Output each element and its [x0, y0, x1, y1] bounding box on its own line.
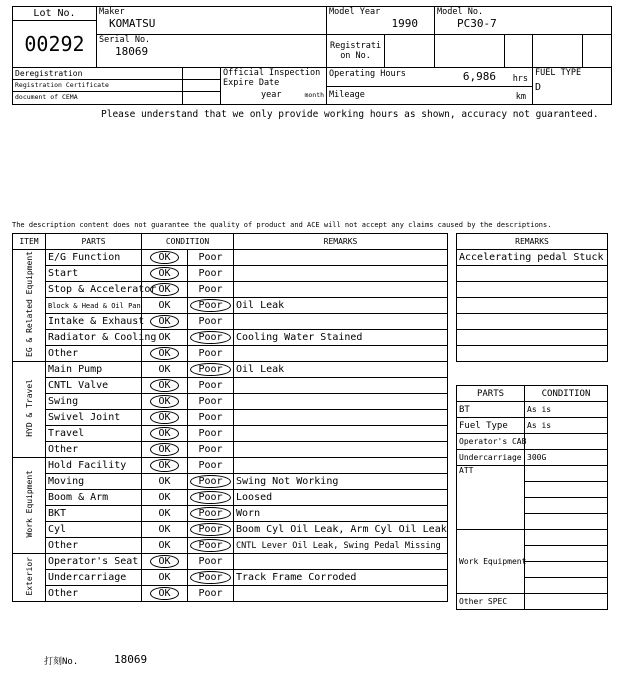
registration-certificate-label: Registration Certificate: [13, 80, 182, 92]
part-name: E/G Function: [46, 250, 142, 266]
maker-label: Maker: [99, 7, 125, 17]
condition-ok-option: OK: [158, 524, 171, 535]
model-year-label: Model Year: [329, 7, 381, 17]
condition-ok-cell: [142, 298, 188, 314]
condition-ok-option: OK: [158, 300, 171, 311]
condition-ok-cell: [142, 538, 188, 554]
condition-poor-option: Poor: [198, 268, 223, 279]
condition-ok-option: OK: [158, 572, 171, 583]
condition-ok-option: OK: [150, 283, 178, 296]
condition-poor-option: Poor: [198, 284, 223, 295]
condition-ok-cell: [142, 314, 188, 330]
condition-poor-option: Poor: [198, 252, 223, 263]
condition-poor-cell: [188, 522, 234, 538]
condition-ok-option: OK: [150, 315, 178, 328]
section-label-cell: [13, 250, 46, 362]
condition-table: [12, 233, 448, 602]
extra-remark-line: [457, 330, 608, 346]
remark-cell: [234, 458, 448, 474]
condition-poor-cell: [188, 266, 234, 282]
remark-cell: Track Frame Corroded: [234, 570, 448, 586]
pc-parts-header: PARTS: [457, 386, 525, 402]
inspection-label-1: Official Inspection: [223, 68, 321, 78]
operating-hours-label: Operating Hours: [329, 69, 406, 79]
condition-poor-option: Poor: [198, 444, 223, 455]
serial-label: Serial No.: [99, 35, 151, 46]
pc-row: [457, 594, 608, 610]
condition-ok-option: OK: [158, 332, 171, 343]
condition-ok-option: OK: [158, 492, 171, 503]
pc-condition: [525, 578, 608, 594]
model-no-label: Model No.: [437, 7, 484, 17]
model-year-cell: [327, 7, 435, 35]
condition-poor-cell: [188, 490, 234, 506]
pc-condition: As is: [525, 418, 608, 434]
part-name: Swivel Joint: [46, 410, 142, 426]
condition-poor-option: Poor: [198, 316, 223, 327]
remark-cell: [234, 346, 448, 362]
section-label: HYD & Travel: [24, 379, 34, 437]
remark-cell: Boom Cyl Oil Leak, Arm Cyl Oil Leak: [234, 522, 448, 538]
remark-cell: Worn: [234, 506, 448, 522]
extra-remarks-header: REMARKS: [457, 234, 608, 250]
condition-poor-cell: [188, 506, 234, 522]
km-unit: km: [515, 92, 527, 102]
cema-label: document of CEMA: [15, 93, 78, 101]
extra-remark-line: [457, 282, 608, 298]
part-name: Moving: [46, 474, 142, 490]
condition-row: [13, 490, 448, 506]
condition-header: CONDITION: [142, 234, 234, 250]
condition-ok-cell: [142, 410, 188, 426]
lot-label: Lot No.: [13, 7, 96, 21]
part-name: Travel: [46, 426, 142, 442]
condition-row: [13, 522, 448, 538]
part-name: Cyl: [46, 522, 142, 538]
pc-condition: [525, 562, 608, 578]
condition-row: [13, 394, 448, 410]
remark-cell: [234, 554, 448, 570]
condition-poor-option: Poor: [198, 348, 223, 359]
extra-remark-row: [457, 250, 608, 266]
condition-poor-option: Poor: [190, 299, 230, 312]
pc-part: Operator's CAB: [457, 434, 525, 450]
condition-row: [13, 250, 448, 266]
condition-ok-option: OK: [150, 251, 178, 264]
condition-poor-cell: [188, 298, 234, 314]
condition-ok-option: OK: [150, 427, 178, 440]
part-name: Stop & Accelerator: [46, 282, 142, 298]
condition-ok-cell: [142, 458, 188, 474]
pc-condition: [525, 434, 608, 450]
condition-poor-option: Poor: [198, 412, 223, 423]
model-year-value: 1990: [391, 17, 419, 30]
condition-row: [13, 266, 448, 282]
inspection-label-2: Expire Date: [223, 78, 280, 88]
remark-cell: [234, 410, 448, 426]
condition-ok-cell: [142, 506, 188, 522]
condition-poor-option: Poor: [198, 556, 223, 567]
condition-ok-option: OK: [150, 459, 178, 472]
condition-poor-cell: [188, 362, 234, 378]
model-no-cell: [435, 7, 612, 35]
other-spec-label: Other SPEC: [457, 594, 525, 610]
stamp-label: 打刻No.: [44, 657, 79, 667]
registration-label-2: on No.: [340, 51, 371, 62]
condition-poor-cell: [188, 426, 234, 442]
remark-cell: Oil Leak: [234, 362, 448, 378]
fuel-type-label: FUEL TYPE: [535, 68, 582, 78]
remark-cell: [234, 394, 448, 410]
condition-ok-option: OK: [150, 587, 178, 600]
remark-cell: [234, 282, 448, 298]
condition-poor-cell: [188, 250, 234, 266]
condition-row: [13, 298, 448, 314]
extra-remark-line: [457, 346, 608, 362]
extra-remark-line: [457, 314, 608, 330]
part-name: Swing: [46, 394, 142, 410]
pc-condition: As is: [525, 402, 608, 418]
condition-poor-cell: [188, 346, 234, 362]
part-name: Hold Facility: [46, 458, 142, 474]
condition-ok-cell: [142, 426, 188, 442]
extra-remark-row: [457, 314, 608, 330]
condition-ok-option: OK: [150, 347, 178, 360]
serial-cell: [97, 35, 327, 68]
condition-ok-cell: [142, 362, 188, 378]
fuel-type-value: D: [535, 82, 542, 93]
condition-row: [13, 442, 448, 458]
condition-ok-option: OK: [158, 476, 171, 487]
condition-poor-option: Poor: [190, 363, 230, 376]
condition-ok-cell: [142, 250, 188, 266]
condition-ok-option: OK: [158, 508, 171, 519]
condition-poor-cell: [188, 458, 234, 474]
remark-cell: [234, 314, 448, 330]
pc-row: [457, 434, 608, 450]
condition-row: [13, 362, 448, 378]
serial-value: 18069: [115, 45, 149, 59]
part-name: Boom & Arm: [46, 490, 142, 506]
extra-remark-row: [457, 266, 608, 282]
condition-poor-option: Poor: [198, 588, 223, 599]
condition-row: [13, 570, 448, 586]
registration-box-1: [385, 35, 435, 68]
description-notice: The description content does not guarantee the quality of product and ACE will not accept any claims caused by the descriptions.: [12, 221, 552, 229]
condition-poor-option: Poor: [198, 460, 223, 471]
part-name: Intake & Exhaust: [46, 314, 142, 330]
condition-row: [13, 586, 448, 602]
condition-ok-cell: [142, 442, 188, 458]
deregistration-cell: [13, 68, 183, 105]
part-name: CNTL Valve: [46, 378, 142, 394]
condition-row: [13, 314, 448, 330]
condition-ok-option: OK: [150, 379, 178, 392]
part-name: Radiator & Cooling: [46, 330, 142, 346]
extra-remark-row: [457, 346, 608, 362]
hours-cell: [327, 68, 533, 105]
maker-value: KOMATSU: [109, 17, 156, 30]
condition-row: [13, 378, 448, 394]
header-table: [12, 6, 612, 105]
condition-ok-cell: [142, 474, 188, 490]
condition-ok-cell: [142, 266, 188, 282]
remarks-header: REMARKS: [234, 234, 448, 250]
condition-row: [13, 426, 448, 442]
month-label: month: [304, 91, 325, 99]
pc-condition: [525, 498, 608, 514]
section-label: Exterior: [24, 556, 34, 596]
condition-poor-option: Poor: [190, 539, 230, 552]
part-name: BKT: [46, 506, 142, 522]
condition-row: [13, 410, 448, 426]
registration-box-2: [435, 35, 505, 68]
condition-poor-option: Poor: [190, 571, 230, 584]
mileage-label: Mileage: [329, 90, 365, 100]
remark-cell: CNTL Lever Oil Leak, Swing Pedal Missing: [234, 538, 448, 554]
condition-poor-cell: [188, 394, 234, 410]
parts-header: PARTS: [46, 234, 142, 250]
att-label: ATT: [457, 466, 525, 530]
registration-box-4: [533, 35, 583, 68]
parts-condition-table: [456, 385, 608, 610]
condition-poor-cell: [188, 282, 234, 298]
condition-ok-cell: [142, 522, 188, 538]
condition-poor-option: Poor: [190, 491, 230, 504]
condition-poor-cell: [188, 410, 234, 426]
part-name: Other: [46, 586, 142, 602]
registration-label-1: Registrati: [329, 41, 382, 52]
item-header: ITEM: [13, 234, 46, 250]
remark-cell: [234, 426, 448, 442]
pc-part: Fuel Type: [457, 418, 525, 434]
pc-row: [457, 450, 608, 466]
work-equipment-label: Work Equipment: [457, 530, 525, 594]
part-name: Operator's Seat: [46, 554, 142, 570]
maker-cell: [97, 7, 327, 35]
condition-poor-option: Poor: [198, 380, 223, 391]
condition-poor-cell: [188, 586, 234, 602]
extra-remark-line: [457, 266, 608, 282]
stamp-number: 18069: [114, 653, 148, 666]
extra-remark-row: [457, 298, 608, 314]
condition-row: [13, 282, 448, 298]
part-name: Main Pump: [46, 362, 142, 378]
condition-ok-option: OK: [150, 443, 178, 456]
year-label: year: [261, 90, 282, 100]
pc-part: BT: [457, 402, 525, 418]
pc-condition: [525, 594, 608, 610]
condition-ok-option: OK: [150, 411, 178, 424]
registration-label-cell: [327, 35, 385, 68]
condition-poor-cell: [188, 554, 234, 570]
remark-cell: Swing Not Working: [234, 474, 448, 490]
condition-ok-option: OK: [150, 267, 178, 280]
condition-ok-cell: [142, 378, 188, 394]
condition-ok-option: OK: [150, 555, 178, 568]
condition-row: [13, 554, 448, 570]
pc-row: [457, 530, 608, 546]
condition-ok-cell: [142, 586, 188, 602]
pc-condition: [525, 482, 608, 498]
operating-hours-value: 6,986: [462, 70, 497, 83]
remark-cell: [234, 378, 448, 394]
pc-condition: 300G: [525, 450, 608, 466]
condition-poor-option: Poor: [198, 428, 223, 439]
part-name: Start: [46, 266, 142, 282]
remark-cell: [234, 266, 448, 282]
condition-row: [13, 474, 448, 490]
pc-condition: [525, 530, 608, 546]
condition-poor-option: Poor: [190, 331, 230, 344]
remark-cell: [234, 586, 448, 602]
condition-poor-cell: [188, 314, 234, 330]
extra-remark-row: [457, 282, 608, 298]
part-name: Undercarriage: [46, 570, 142, 586]
condition-row: [13, 330, 448, 346]
condition-ok-option: OK: [158, 364, 171, 375]
pc-condition: [525, 546, 608, 562]
extra-remark-line: Accelerating pedal Stuck: [457, 250, 608, 266]
section-label-cell: [13, 458, 46, 554]
condition-poor-cell: [188, 474, 234, 490]
model-no-value: PC30-7: [457, 17, 497, 30]
condition-ok-option: OK: [150, 395, 178, 408]
condition-poor-option: Poor: [198, 396, 223, 407]
remark-cell: [234, 250, 448, 266]
remark-cell: [234, 442, 448, 458]
deregistration-label: Deregistration: [13, 68, 182, 80]
pc-part: Undercarriage: [457, 450, 525, 466]
condition-poor-option: Poor: [190, 523, 230, 536]
condition-poor-cell: [188, 570, 234, 586]
condition-poor-cell: [188, 330, 234, 346]
section-label-cell: [13, 362, 46, 458]
extra-remarks-table: [456, 233, 608, 362]
condition-ok-cell: [142, 346, 188, 362]
inspection-cell: [221, 68, 327, 105]
section-label: EG & Related Equipment: [24, 251, 34, 357]
condition-poor-cell: [188, 538, 234, 554]
hrs-unit: hrs: [512, 74, 529, 84]
registration-box-5: [583, 35, 612, 68]
part-name: Block & Head & Oil Pan: [46, 298, 142, 314]
section-label-cell: [13, 554, 46, 602]
condition-poor-option: Poor: [190, 507, 230, 520]
condition-row: [13, 458, 448, 474]
condition-row: [13, 346, 448, 362]
lot-box: [13, 7, 97, 68]
pc-row: [457, 402, 608, 418]
condition-poor-cell: [188, 378, 234, 394]
pc-row: [457, 466, 608, 482]
pc-condition: [525, 514, 608, 530]
part-name: Other: [46, 538, 142, 554]
pc-condition: [525, 466, 608, 482]
extra-remark-row: [457, 330, 608, 346]
remark-cell: Oil Leak: [234, 298, 448, 314]
part-name: Other: [46, 442, 142, 458]
condition-ok-cell: [142, 490, 188, 506]
condition-row: [13, 506, 448, 522]
condition-ok-cell: [142, 394, 188, 410]
condition-poor-cell: [188, 442, 234, 458]
registration-box-3: [505, 35, 533, 68]
remark-cell: Loosed: [234, 490, 448, 506]
part-name: Other: [46, 346, 142, 362]
condition-row: [13, 538, 448, 554]
pc-condition-header: CONDITION: [525, 386, 608, 402]
pc-row: [457, 418, 608, 434]
hours-notice: Please understand that we only provide working hours as shown, accuracy not guaranteed.: [101, 109, 599, 120]
extra-remark-line: [457, 298, 608, 314]
fuel-type-cell: [533, 68, 612, 105]
deregistration-check: [183, 68, 221, 105]
condition-ok-cell: [142, 554, 188, 570]
lot-number: 00292: [24, 32, 85, 56]
section-label: Work Equipment: [24, 470, 34, 538]
condition-poor-option: Poor: [190, 475, 230, 488]
condition-ok-cell: [142, 570, 188, 586]
remark-cell: Cooling Water Stained: [234, 330, 448, 346]
condition-ok-option: OK: [158, 540, 171, 551]
